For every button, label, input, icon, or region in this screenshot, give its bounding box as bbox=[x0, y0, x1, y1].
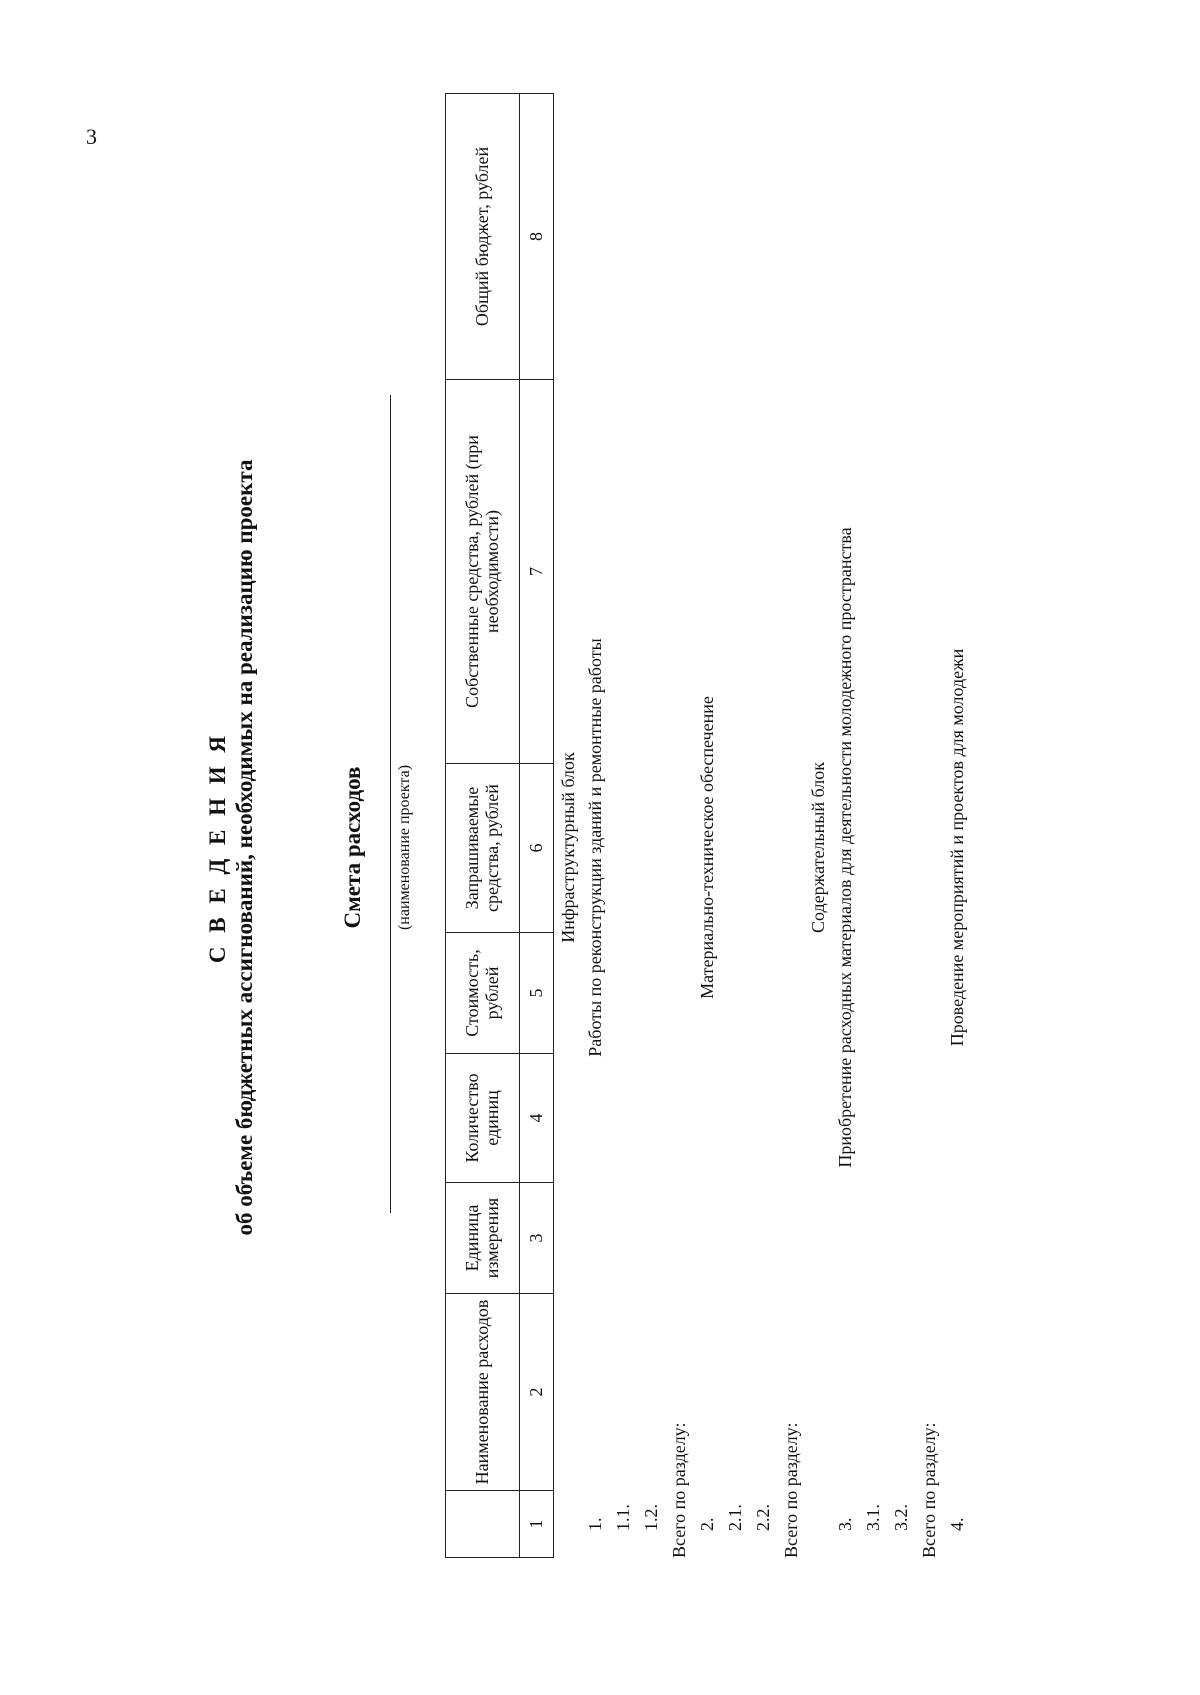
document-subtitle: об объеме бюджетных ассигнований, необходимых на реализацию проекта bbox=[232, 459, 257, 1236]
table-number-row bbox=[520, 94, 554, 1558]
section-heading: Материально-техническое обеспечение bbox=[697, 696, 717, 999]
row-label: 1. bbox=[585, 1517, 605, 1531]
table-header-row bbox=[446, 94, 520, 1558]
project-name-caption: (наименование проекта) bbox=[396, 764, 413, 931]
row-label: 3.1. bbox=[863, 1504, 883, 1531]
number-cell: 7 bbox=[520, 380, 554, 764]
number-cell: 1 bbox=[520, 1491, 554, 1558]
row-label: 4. bbox=[947, 1517, 967, 1531]
row-label: 1.1. bbox=[613, 1504, 633, 1531]
row-label: 3.2. bbox=[891, 1504, 911, 1531]
header-cell-number bbox=[446, 1491, 520, 1558]
section-heading: Работы по реконструкции зданий и ремонтные работы bbox=[585, 638, 605, 1057]
section-heading: Содержательный блок bbox=[808, 762, 828, 933]
expense-table bbox=[445, 93, 554, 1558]
header-cell-unit: Единица измерения bbox=[446, 1183, 520, 1294]
number-cell: 6 bbox=[520, 764, 554, 933]
row-label: Всего по разделу: bbox=[781, 1422, 801, 1558]
page-number: 3 bbox=[86, 124, 97, 149]
header-cell-quantity: Количество единиц bbox=[446, 1054, 520, 1183]
header-cell-name: Наименование расходов bbox=[446, 1294, 520, 1491]
document-title: С В Е Д Е Н И Я bbox=[205, 731, 230, 964]
number-cell: 8 bbox=[520, 94, 554, 380]
section-heading: Приобретение расходных материалов для деятельности молодежного пространства bbox=[835, 527, 855, 1168]
row-label: Всего по разделу: bbox=[919, 1422, 939, 1558]
row-label: 2.2. bbox=[753, 1504, 773, 1531]
header-cell-cost: Стоимость, рублей bbox=[446, 933, 520, 1054]
section-heading: Проведение мероприятий и проектов для молодежи bbox=[947, 648, 967, 1047]
project-name-line bbox=[390, 395, 391, 1213]
row-label: 3. bbox=[835, 1517, 855, 1531]
section-heading: Инфраструктурный блок bbox=[558, 752, 578, 943]
header-cell-own-funds: Собственные средства, рублей (при необходимости) bbox=[446, 380, 520, 764]
number-cell: 5 bbox=[520, 933, 554, 1054]
estimate-title: Смета расходов bbox=[340, 766, 365, 929]
row-label: 2.1. bbox=[725, 1504, 745, 1531]
number-cell: 3 bbox=[520, 1183, 554, 1294]
row-label: 2. bbox=[697, 1517, 717, 1531]
header-cell-total: Общий бюджет, рублей bbox=[446, 94, 520, 380]
number-cell: 2 bbox=[520, 1294, 554, 1491]
row-label: 1.2. bbox=[641, 1504, 661, 1531]
number-cell: 4 bbox=[520, 1054, 554, 1183]
header-cell-requested: Запрашиваемые средства, рублей bbox=[446, 764, 520, 933]
row-label: Всего по разделу: bbox=[669, 1422, 689, 1558]
